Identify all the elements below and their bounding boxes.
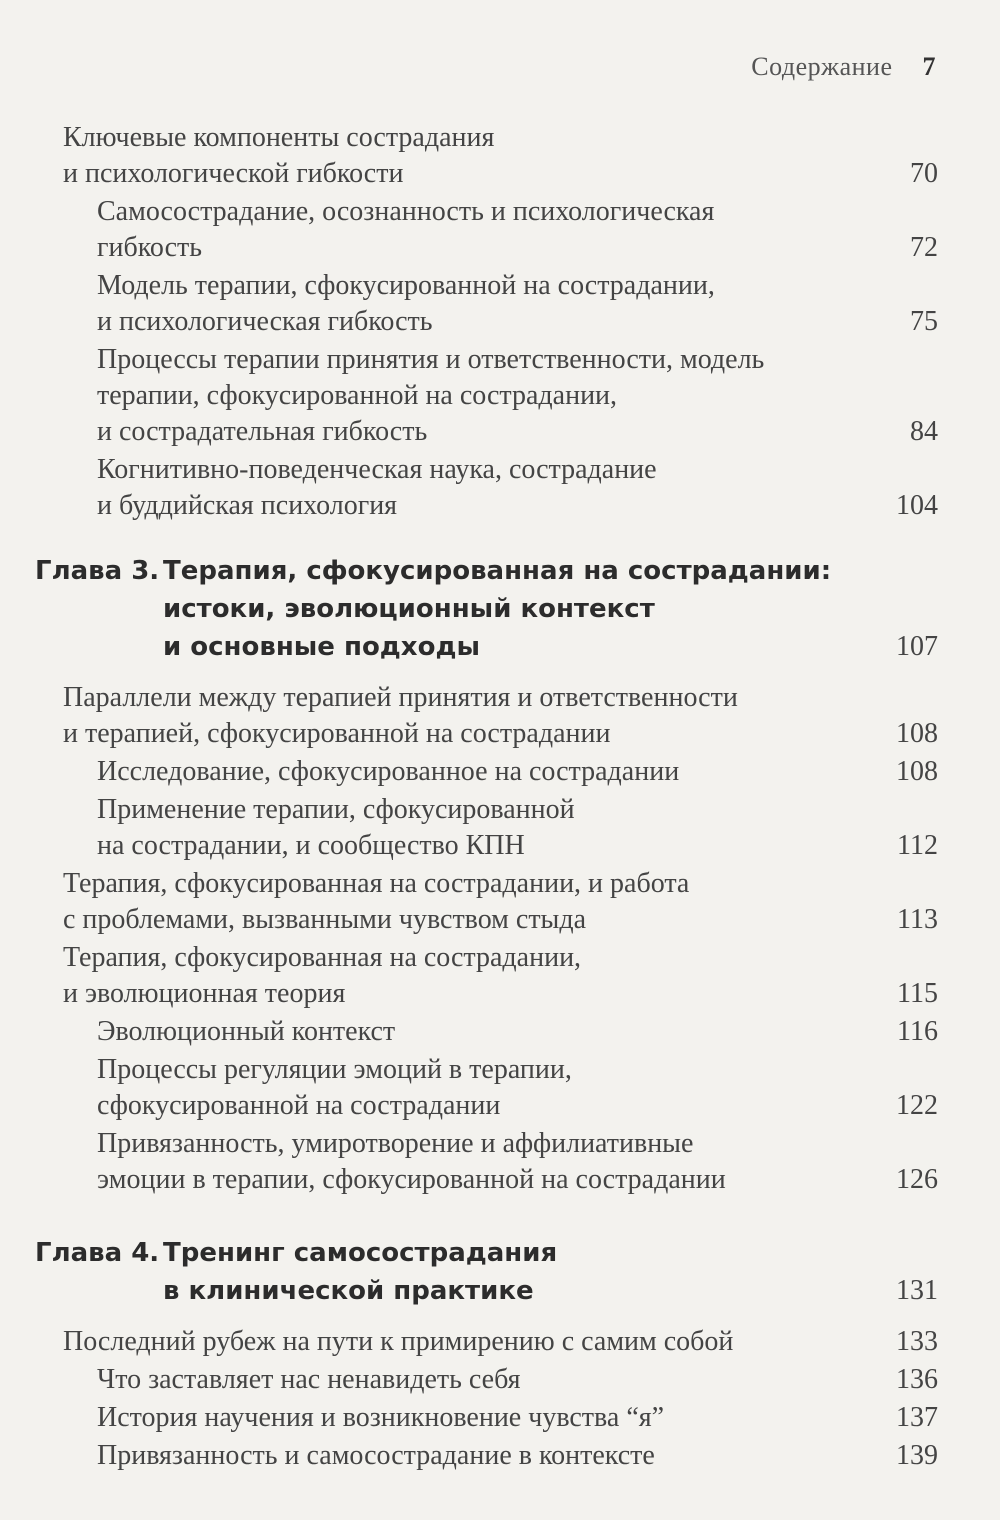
entry-page-number: 70 [910, 158, 938, 189]
entry-page-number: 131 [896, 1275, 938, 1306]
entry-page-number: 75 [910, 306, 938, 337]
entry-page-number: 113 [897, 904, 938, 935]
entry-title: Привязанность, умиротворение и аффилиативные эмоции в терапии, сфокусированной на сострадании [97, 1128, 726, 1195]
toc-section-entry [0, 680, 1000, 752]
entry-title: Ключевые компоненты сострадания и психологической гибкости [63, 122, 495, 189]
entry-page-number: 133 [896, 1326, 938, 1357]
entry-title: Эволюционный контекст [97, 1016, 396, 1047]
entry-page-number: 137 [896, 1402, 938, 1433]
toc-subsection-entry [0, 1400, 1000, 1436]
toc-section-entry [0, 866, 1000, 938]
entry-title: Что заставляет нас ненавидеть себя [97, 1364, 521, 1395]
entry-page-number: 115 [897, 978, 938, 1009]
entry-page-number: 108 [896, 756, 938, 787]
entry-title: Когнитивно-поведенческая наука, сострадание и буддийская психология [97, 454, 657, 521]
entry-page-number: 104 [896, 490, 938, 521]
toc-subsection-entry [0, 1052, 1000, 1124]
toc-section-entry [0, 120, 1000, 192]
entry-page-number: 72 [910, 232, 938, 263]
entry-title: Параллели между терапией принятия и ответственности и терапией, сфокусированной на сострадании [63, 682, 738, 749]
running-head [751, 52, 936, 82]
toc-subsection-entry [0, 754, 1000, 790]
entry-page-number: 136 [896, 1364, 938, 1395]
entry-title: Применение терапии, сфокусированной на сострадании, и сообщество КПН [97, 794, 575, 861]
entry-title: Процессы регуляции эмоций в терапии, сфокусированной на сострадании [97, 1054, 572, 1121]
entry-page-number: 122 [896, 1090, 938, 1121]
toc-subsection-entry [0, 452, 1000, 524]
toc-chapter-heading [0, 1234, 1000, 1310]
entry-page-number: 107 [896, 631, 938, 662]
toc-subsection-entry [0, 1362, 1000, 1398]
toc-subsection-entry [0, 1438, 1000, 1474]
toc-subsection-entry [0, 792, 1000, 864]
entry-title: Модель терапии, сфокусированной на сострадании, и психологическая гибкость [97, 270, 715, 337]
table-of-contents [0, 118, 1000, 1474]
entry-title: Последний рубеж на пути к примирению с самим собой [63, 1326, 734, 1357]
entry-page-number: 126 [896, 1164, 938, 1195]
toc-subsection-entry [0, 268, 1000, 340]
entry-page-number: 139 [896, 1440, 938, 1471]
toc-chapter-heading [0, 552, 1000, 666]
toc-section-entry [0, 940, 1000, 1012]
chapter-title: Глава 4. Тренинг самосострадания в клинической практике [35, 1234, 880, 1310]
toc-subsection-entry [0, 1126, 1000, 1198]
entry-title: История научения и возникновение чувства “я” [97, 1402, 665, 1433]
page-number: 7 [922, 52, 936, 81]
entry-title: Привязанность и самосострадание в контексте [97, 1440, 655, 1471]
entry-title: Терапия, сфокусированная на сострадании, и эволюционная теория [63, 942, 582, 1009]
chapter-label: Глава 3. [35, 556, 160, 586]
section-title: Содержание [751, 52, 893, 81]
toc-subsection-entry [0, 194, 1000, 266]
chapter-title: Глава 3. Терапия, сфокусированная на сострадании: истоки, эволюционный контекст и основные подходы [35, 552, 880, 666]
entry-page-number: 116 [897, 1016, 938, 1047]
entry-title: Терапия, сфокусированная на сострадании, и работа с проблемами, вызванными чувством стыда [63, 868, 690, 935]
entry-page-number: 112 [897, 830, 938, 861]
chapter-label: Глава 4. [35, 1238, 160, 1268]
entry-title: Самосострадание, осознанность и психологическая гибкость [97, 196, 715, 263]
entry-title: Процессы терапии принятия и ответственности, модель терапии, сфокусированной на сострадании, и сострадательная гибкость [97, 344, 765, 447]
entry-page-number: 108 [896, 718, 938, 749]
toc-section-entry [0, 1324, 1000, 1360]
toc-subsection-entry [0, 1014, 1000, 1050]
toc-subsection-entry [0, 342, 1000, 450]
entry-title: Исследование, сфокусированное на сострадании [97, 756, 680, 787]
entry-page-number: 84 [910, 416, 938, 447]
